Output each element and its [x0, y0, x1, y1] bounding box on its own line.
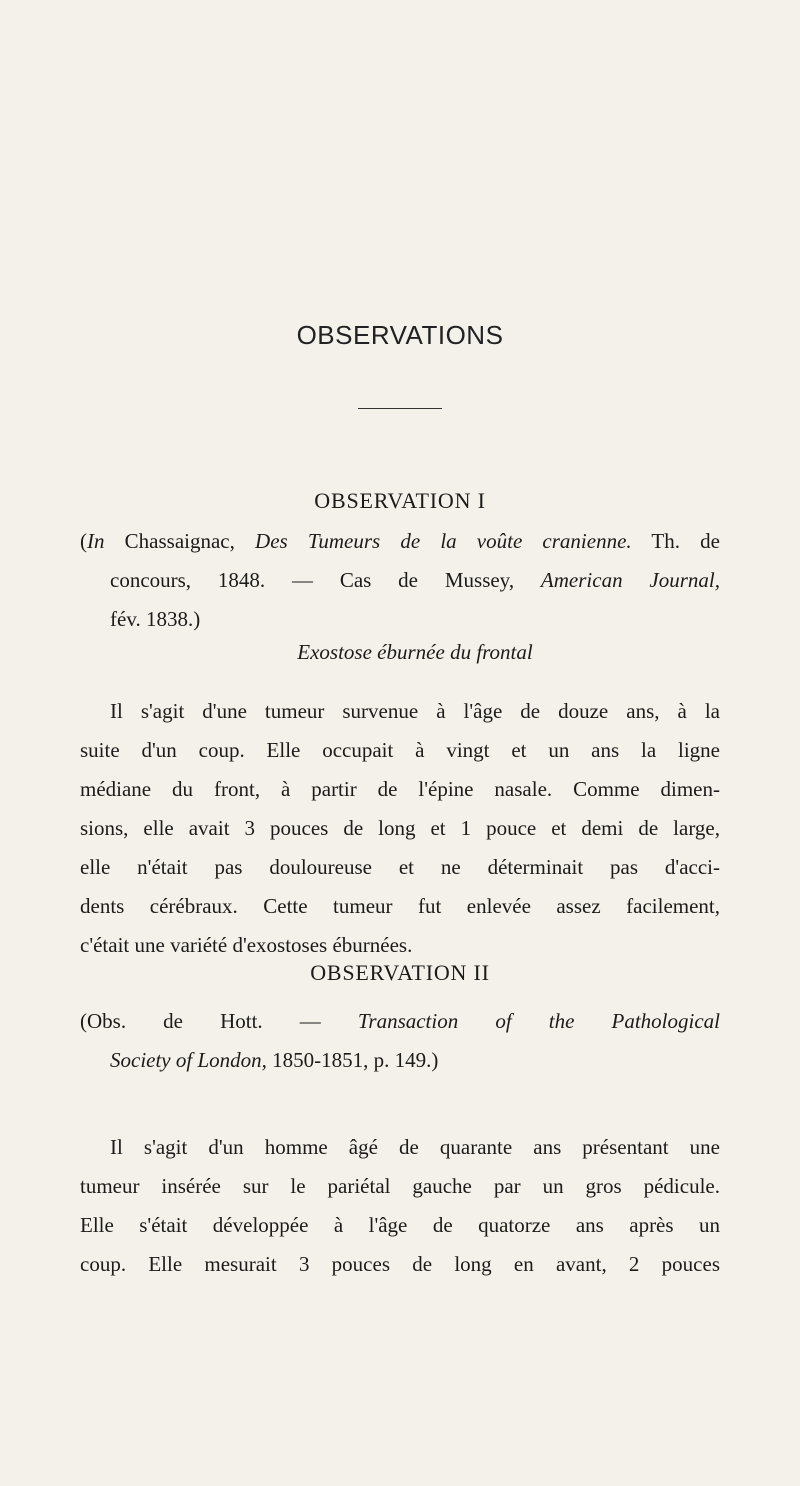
- divider-rule: [358, 408, 442, 409]
- ref-text: 1850-1851, p. 149.): [266, 1048, 439, 1072]
- observation-1-reference: [80, 522, 720, 639]
- reference-line-1: [80, 522, 720, 561]
- reference-line-2: [80, 561, 720, 600]
- body-line: Elle s'était développée à l'âge de quatorze ans après un: [80, 1213, 720, 1237]
- ref-text: concours, 1848. — Cas de Mussey,: [110, 568, 541, 592]
- body-line: suite d'un coup. Elle occupait à vingt et un ans la ligne: [80, 738, 720, 762]
- ref-book-title: Des Tumeurs de la voûte cranienne.: [255, 529, 632, 553]
- reference-line-1: [80, 1002, 720, 1041]
- ref-author: Chassaignac,: [104, 529, 256, 553]
- body-line: Il s'agit d'une tumeur survenue à l'âge de douze ans, à la: [110, 699, 720, 723]
- observation-1-subtitle: Exostose éburnée du frontal: [297, 640, 533, 664]
- body-line: sions, elle avait 3 pouces de long et 1 pouce et demi de large,: [80, 816, 720, 840]
- reference-line-2: [80, 1041, 720, 1080]
- body-line: Il s'agit d'un homme âgé de quarante ans présentant une: [110, 1135, 720, 1159]
- section-title: OBSERVATIONS: [296, 320, 504, 350]
- observation-1-body: [80, 692, 720, 965]
- body-line: médiane du front, à partir de l'épine nasale. Comme dimen-: [80, 777, 720, 801]
- body-line: coup. Elle mesurait 3 pouces de long en avant, 2 pouces: [80, 1252, 720, 1276]
- ref-text: (Obs. de Hott. —: [80, 1009, 358, 1033]
- ref-in: In: [87, 529, 105, 553]
- observation-2-heading: OBSERVATION II: [310, 960, 490, 985]
- ref-journal: Society of London,: [110, 1048, 267, 1072]
- body-line: elle n'était pas douloureuse et ne déterminait pas d'acci-: [80, 855, 720, 879]
- observation-2-body: [80, 1128, 720, 1284]
- ref-journal: American Journal,: [540, 568, 720, 592]
- body-line: tumeur insérée sur le pariétal gauche par un gros pédicule.: [80, 1174, 720, 1198]
- ref-text: (: [80, 529, 87, 553]
- body-line: c'était une variété d'exostoses éburnées.: [80, 933, 413, 957]
- ref-text: Th. de: [631, 529, 720, 553]
- observation-2-reference: [80, 1002, 720, 1080]
- reference-line-3: fév. 1838.): [110, 607, 201, 631]
- observation-1-heading: OBSERVATION I: [314, 488, 486, 513]
- ref-journal: Transaction of the Pathological: [357, 1009, 720, 1033]
- body-line: dents cérébraux. Cette tumeur fut enlevée assez facilement,: [80, 894, 720, 918]
